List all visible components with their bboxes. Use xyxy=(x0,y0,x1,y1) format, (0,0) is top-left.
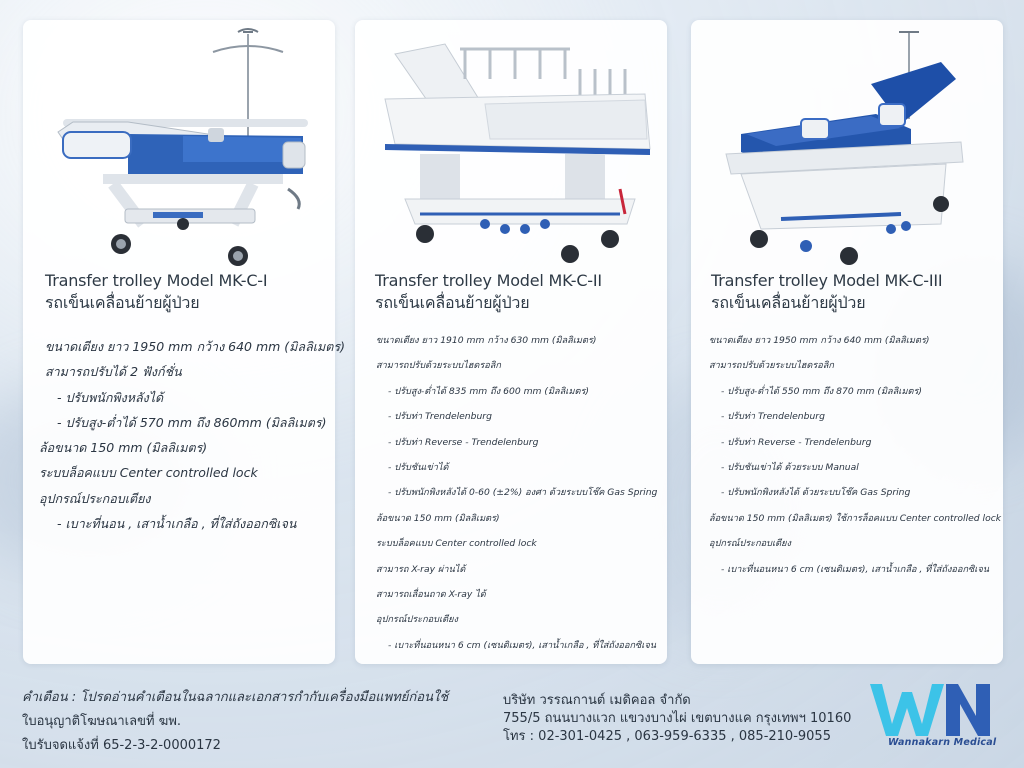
warning-line: คำเตือน : โปรดอ่านคำเตือนในฉลากและเอกสารกำกับเครื่องมือแพทย์ก่อนใช้ xyxy=(22,690,449,705)
product-title xyxy=(711,270,942,314)
product-title-english: Transfer trolley Model MK-C-III xyxy=(711,271,943,290)
spec-item: สามารถ X-ray ผ่านได้ xyxy=(376,563,466,575)
product-title-thai: รถเข็นเคลื่อนย้ายผู้ป่วย xyxy=(711,293,866,312)
spec-item: - ปรับท่า Trendelenburg xyxy=(388,411,492,423)
product-card xyxy=(23,20,345,664)
spec-item: - ปรับชันเข่าได้ ด้วยระบบ Manual xyxy=(721,462,859,474)
spec-list xyxy=(39,334,345,536)
stretcher-with-iv-pole-image xyxy=(33,24,325,269)
spec-item: - เบาะที่นอน , เสาน้ำเกลือ , ที่ใส่ถังออกซิเจน xyxy=(57,516,297,532)
spec-item: - ปรับท่า Reverse - Trendelenburg xyxy=(388,436,539,448)
company-phone: โทร : 02-301-0425 , 063-959-6335 , 085-210-9055 xyxy=(503,729,831,744)
spec-item: อุปกรณ์ประกอบเตียง xyxy=(39,490,151,506)
logo-wordmark: Wannakarn Medical xyxy=(888,737,997,748)
company-name: บริษัท วรรณกานต์ เมดิคอล จำกัด xyxy=(503,693,691,708)
spec-item: ระบบล็อคแบบ Center controlled lock xyxy=(39,465,258,481)
spec-item: - เบาะที่นอนหนา 6 cm (เซนติเมตร), เสาน้ำเกลือ , ที่ใส่ถังออกซิเจน xyxy=(721,563,990,575)
stretcher-hydraulic-side-rails-image xyxy=(365,24,657,269)
spec-item: - ปรับชันเข่าได้ xyxy=(388,462,449,474)
spec-item: - ปรับท่า Reverse - Trendelenburg xyxy=(721,436,872,448)
spec-item: - เบาะที่นอนหนา 6 cm (เซนติเมตร), เสาน้ำเกลือ , ที่ใส่ถังออกซิเจน xyxy=(388,639,657,651)
spec-list xyxy=(376,328,661,658)
spec-item: ขนาดเตียง ยาว 1950 mm กว้าง 640 mm (มิลลิเมตร) xyxy=(45,339,345,354)
spec-item: ขนาดเตียง ยาว 1950 mm กว้าง 640 mm (มิลลิเมตร) xyxy=(709,335,930,346)
product-title-thai: รถเข็นเคลื่อนย้ายผู้ป่วย xyxy=(375,293,530,312)
product-title xyxy=(45,270,267,314)
spec-item: ล้อขนาด 150 mm (มิลลิเมตร) xyxy=(376,512,500,524)
spec-item: สามารถปรับได้ 2 ฟังก์ชั่น xyxy=(45,364,182,380)
spec-item: สามารถปรับด้วยระบบไฮดรอลิก xyxy=(376,360,501,372)
product-title-english: Transfer trolley Model MK-C-I xyxy=(45,271,268,290)
spec-item: - ปรับพนักพิงหลังได้ xyxy=(57,389,164,405)
spec-item: ระบบล็อคแบบ Center controlled lock xyxy=(376,538,537,550)
spec-list xyxy=(709,328,1002,582)
spec-item: อุปกรณ์ประกอบเตียง xyxy=(709,538,791,550)
spec-item: - ปรับท่า Trendelenburg xyxy=(721,411,825,423)
spec-item: - ปรับพนักพิงหลังได้ 0-60 (±2%) องศา ด้วยระบบโช๊ค Gas Spring xyxy=(388,487,658,499)
spec-item: - ปรับสูง-ต่ำได้ 570 mm ถึง 860mm (มิลลิเมตร) xyxy=(57,414,327,430)
stretcher-blue-mattress-image xyxy=(701,24,993,269)
company-address: 755/5 ถนนบางแวก แขวงบางไผ่ เขตบางแค กรุงเทพฯ 10160 xyxy=(503,711,852,726)
advertising-license: ใบอนุญาติโฆษณาเลขที่ ฆพ. xyxy=(22,714,182,729)
product-card xyxy=(355,20,667,664)
spec-item: อุปกรณ์ประกอบเตียง xyxy=(376,614,458,626)
registration-number: ใบรับจดแจ้งที่ 65-2-3-2-0000172 xyxy=(22,738,221,753)
company-info xyxy=(503,692,851,746)
spec-item: ขนาดเตียง ยาว 1910 mm กว้าง 630 mm (มิลลิเมตร) xyxy=(376,335,597,346)
product-title xyxy=(375,270,602,314)
spec-item: - ปรับสูง-ต่ำได้ 835 mm ถึง 600 mm (มิลลิเมตร) xyxy=(388,385,589,397)
spec-item: สามารถปรับด้วยระบบไฮดรอลิก xyxy=(709,360,834,372)
spec-item: ล้อขนาด 150 mm (มิลลิเมตร) xyxy=(39,440,208,456)
regulatory-warning xyxy=(22,686,448,758)
spec-item: - ปรับสูง-ต่ำได้ 550 mm ถึง 870 mm (มิลลิเมตร) xyxy=(721,385,922,397)
product-card xyxy=(691,20,1003,664)
spec-item: - ปรับพนักพิงหลังได้ ด้วยระบบโช๊ค Gas Spring xyxy=(721,487,911,499)
spec-item: ล้อขนาด 150 mm (มิลลิเมตร) ใช้การล็อคแบบ Center controlled lock xyxy=(709,512,1002,524)
spec-item: สามารถเลื่อนถาด X-ray ได้ xyxy=(376,589,486,601)
product-title-english: Transfer trolley Model MK-C-II xyxy=(375,271,602,290)
product-title-thai: รถเข็นเคลื่อนย้ายผู้ป่วย xyxy=(45,293,200,312)
